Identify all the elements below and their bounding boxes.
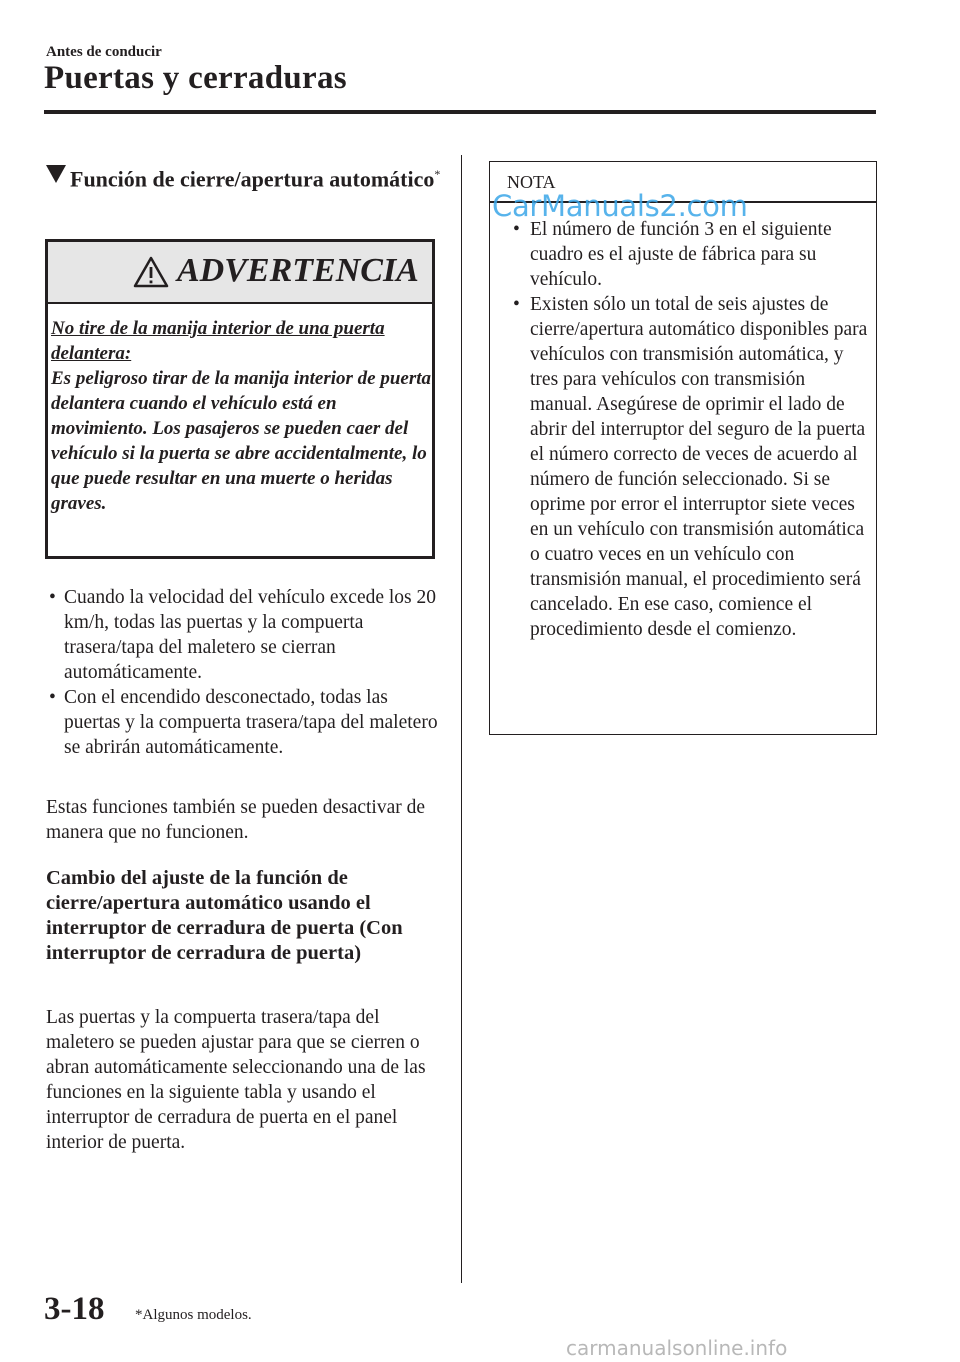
warning-lead: No tire de la manija interior de una puerta delantera: bbox=[51, 318, 385, 364]
list-item bbox=[510, 292, 870, 642]
warning-header bbox=[48, 242, 432, 304]
intro-paragraph: Estas funciones también se pueden desactivar de manera que no funcionen. bbox=[46, 797, 426, 843]
warning-box bbox=[45, 239, 435, 559]
list-item bbox=[46, 685, 441, 760]
section-label: Antes de conducir bbox=[46, 44, 162, 60]
note-list bbox=[510, 217, 870, 642]
section-heading bbox=[46, 161, 446, 192]
list-item bbox=[510, 217, 870, 292]
subheading: Cambio del ajuste de la función de cierre/apertura automático usando el interruptor de cerradura de puerta (Con interruptor de cerradura de puerta) bbox=[46, 867, 403, 964]
bullet-icon: • bbox=[513, 219, 520, 240]
footnote: *Algunos modelos. bbox=[135, 1307, 252, 1323]
bullet-icon: • bbox=[49, 587, 56, 608]
site-watermark: carmanualsonline.info bbox=[566, 1336, 788, 1360]
heading-text: Función de cierre/apertura automático bbox=[70, 166, 435, 192]
list-item bbox=[46, 585, 441, 685]
body-paragraph: Las puertas y la compuerta trasera/tapa del maletero se pueden ajustar para que se cierren o abran automáticamente seleccionando una de las funciones en la siguiente tabla y usando el interruptor de cerradura de puerta en el panel interior de puerta. bbox=[46, 1007, 426, 1153]
list-item-text: Cuando la velocidad del vehículo excede los 20 km/h, todas las puertas y la compuerta trasera/tapa del maletero se cierran automáticamente. bbox=[64, 587, 437, 683]
bullet-list bbox=[46, 585, 441, 760]
warning-body bbox=[48, 304, 432, 516]
list-item-text: Existen sólo un total de seis ajustes de cierre/apertura automático disponibles para vehículos con transmisión automática, y tres para vehículos con transmisión manual. Asegúrese de oprimir el lado de abrir del interruptor del seguro de la puerta el número correcto de veces de acuerdo al número de función seleccionado. Si se oprime por error el interruptor siete veces en un vehículo con transmisión automática o cuatro veces en un vehículo con transmisión manual, el procedimiento será cancelado. En ese caso, comience el procedimiento desde el comienzo. bbox=[530, 294, 868, 640]
warning-text: Es peligroso tirar de la manija interior de puerta delantera cuando el vehículo está en movimiento. Los pasajeros se pueden caer del vehículo si la puerta se abre accidentalmente, lo que puede resultar en una muerte o heridas graves. bbox=[51, 368, 432, 514]
page-number: 3-18 bbox=[44, 1291, 105, 1327]
page-title: Puertas y cerraduras bbox=[44, 60, 347, 96]
watermark-logo: CarManuals2.com bbox=[492, 189, 748, 223]
list-item-text: El número de función 3 en el siguiente cuadro es el ajuste de fábrica para su vehículo. bbox=[530, 219, 832, 290]
bullet-icon: • bbox=[49, 687, 56, 708]
note-box bbox=[489, 161, 877, 735]
column-divider bbox=[461, 155, 462, 1283]
bullet-icon: • bbox=[513, 294, 520, 315]
warning-title: ADVERTENCIA bbox=[177, 252, 419, 289]
note-label: NOTA bbox=[507, 172, 556, 192]
list-item-text: Con el encendido desconectado, todas las puertas y la compuerta trasera/tapa del maletero se abrirán automáticamente. bbox=[64, 687, 438, 758]
header-rule bbox=[44, 110, 876, 114]
asterisk-mark: * bbox=[434, 167, 441, 181]
triangle-down-icon bbox=[46, 165, 66, 183]
warning-triangle-icon bbox=[133, 256, 169, 288]
